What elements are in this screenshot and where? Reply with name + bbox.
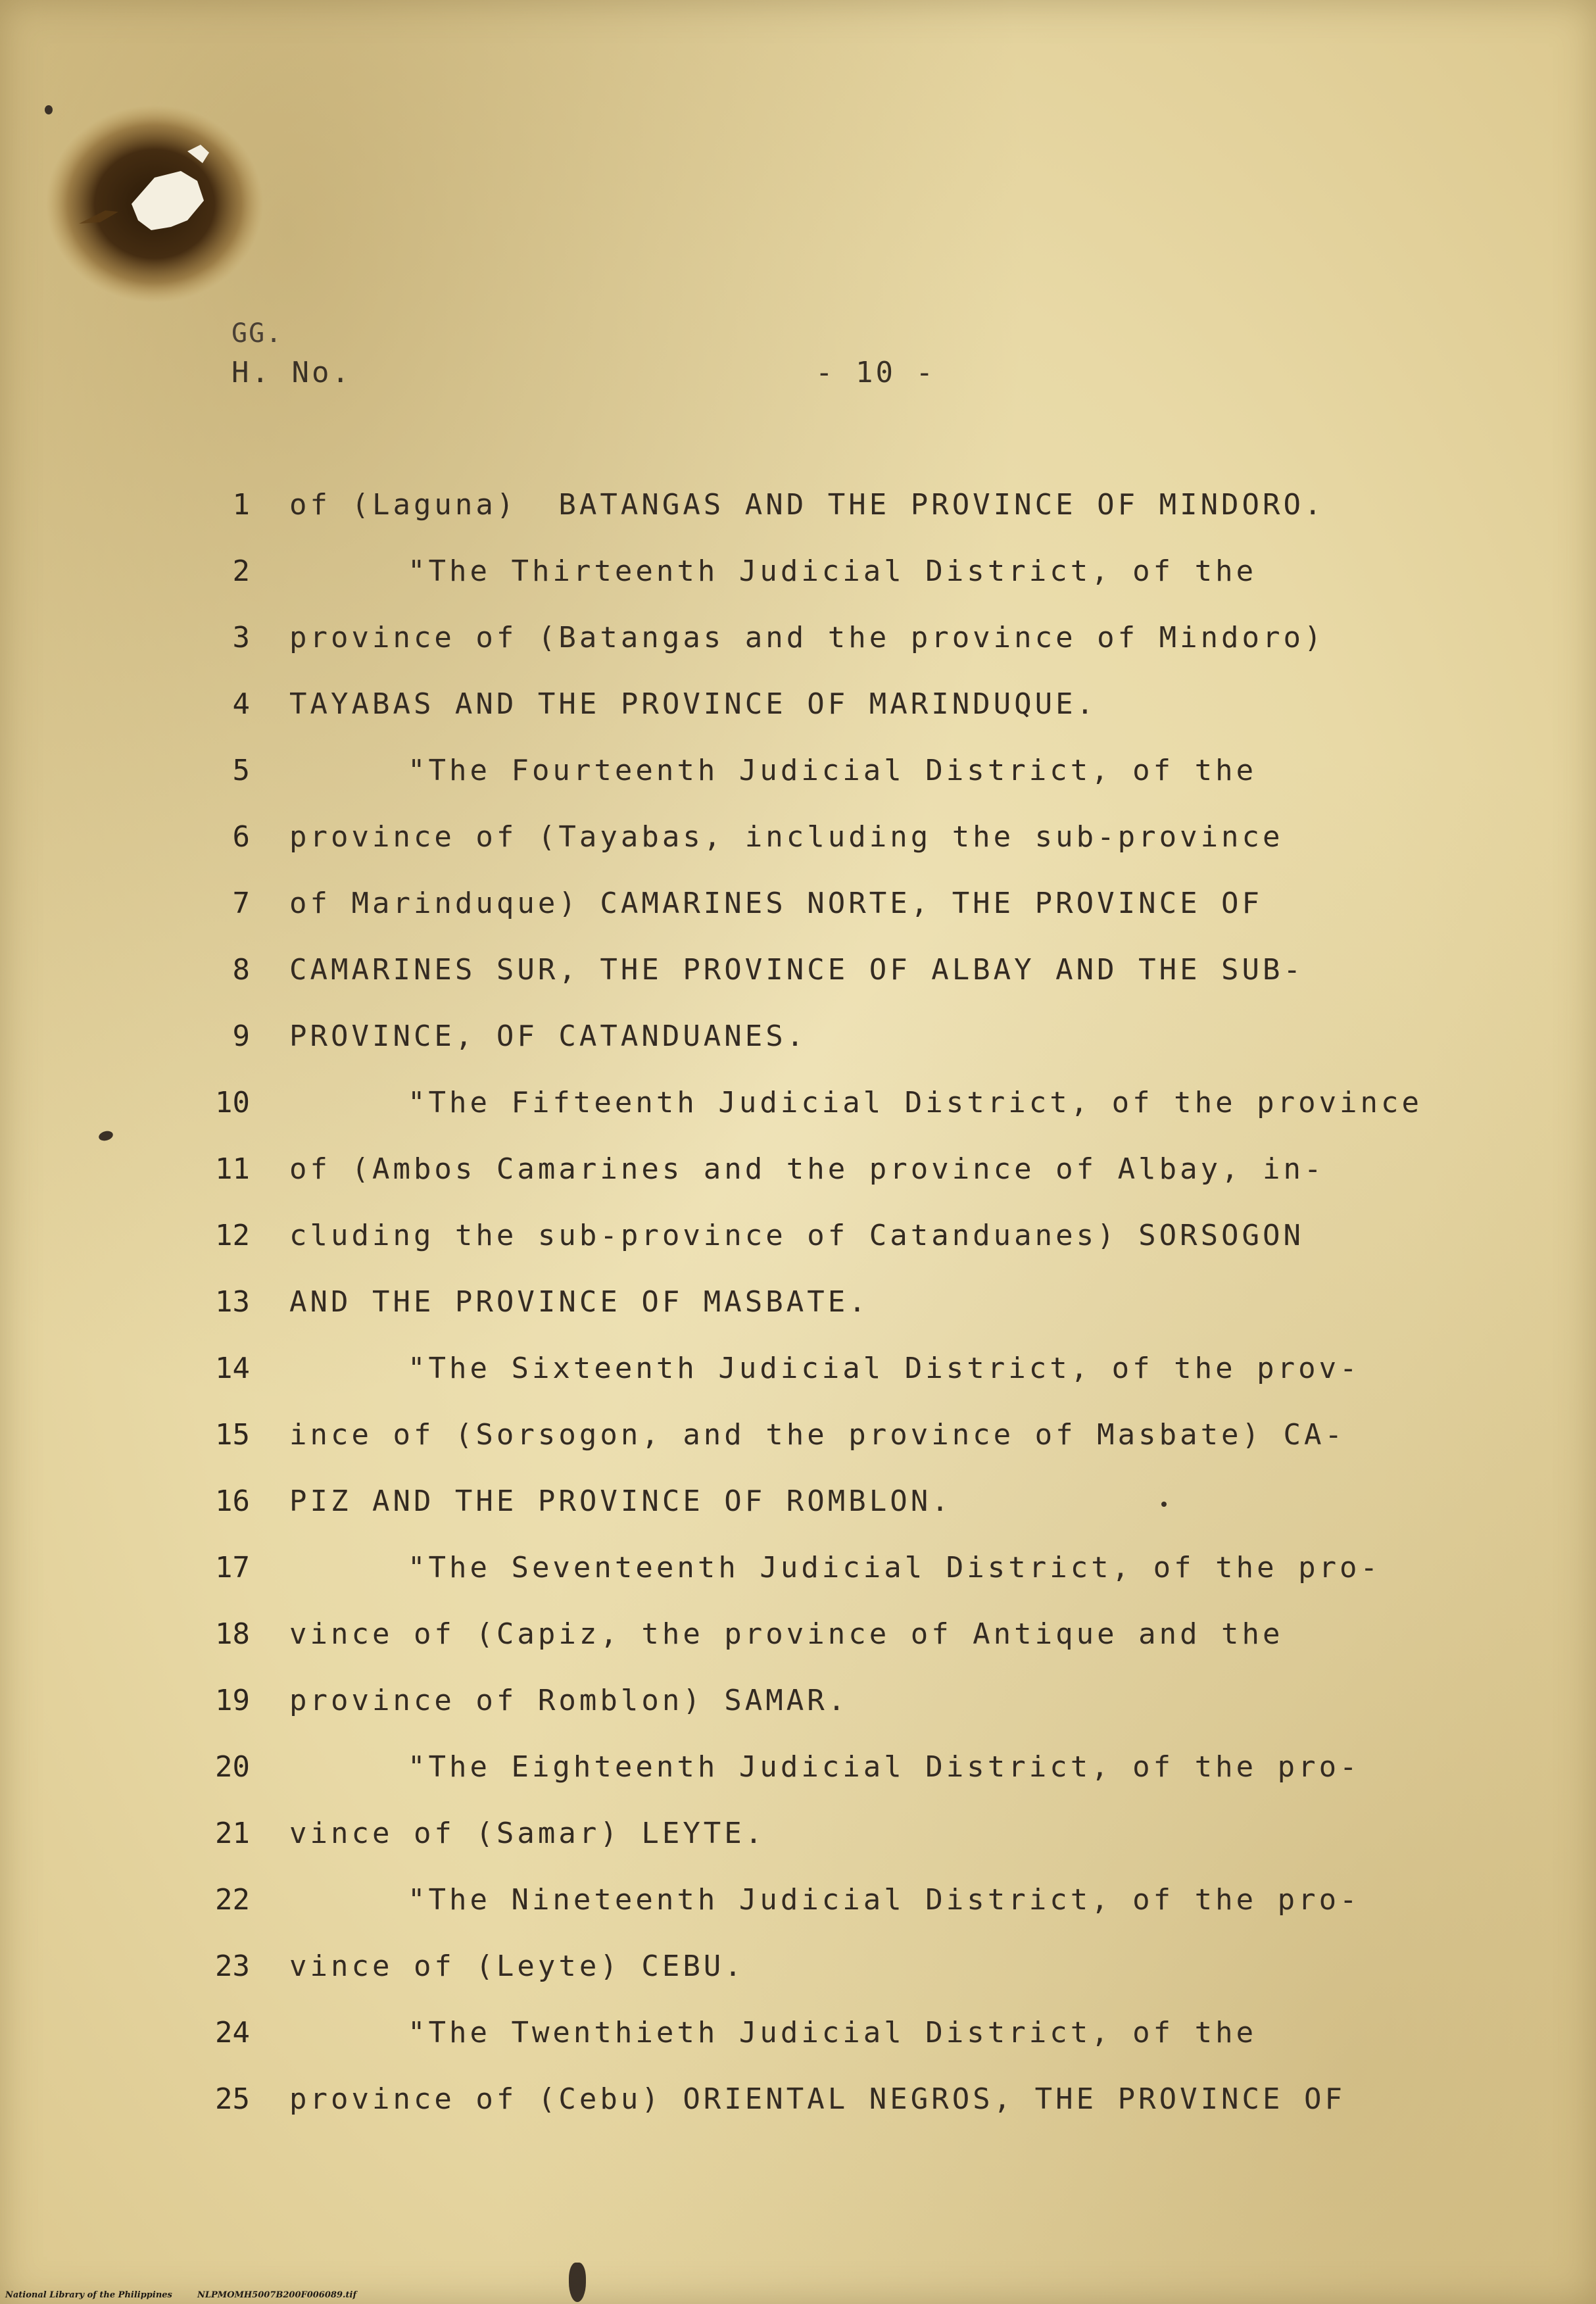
line-number: 19 xyxy=(215,1684,250,1717)
text-line xyxy=(0,1811,1596,1857)
line-text: province of (Cebu) ORIENTAL NEGROS, THE PROVINCE OF xyxy=(289,2082,1346,2116)
text-line xyxy=(0,1678,1596,1724)
line-number: 24 xyxy=(215,2016,250,2049)
library-credit: National Library of the Philippines xyxy=(5,2290,172,2300)
text-line xyxy=(0,1877,1596,1923)
line-text: PIZ AND THE PROVINCE OF ROMBLON. xyxy=(289,1484,952,1518)
text-line xyxy=(0,549,1596,595)
text-line xyxy=(0,947,1596,993)
text-line xyxy=(0,1146,1596,1192)
text-line xyxy=(0,1944,1596,1990)
line-number: 25 xyxy=(215,2082,250,2116)
line-text: of Marinduque) CAMARINES NORTE, THE PROVINCE OF xyxy=(289,887,1263,920)
line-text: AND THE PROVINCE OF MASBATE. xyxy=(289,1285,869,1319)
line-number: 4 xyxy=(232,687,250,721)
ink-speck xyxy=(98,1129,114,1142)
line-text: province of Romblon) SAMAR. xyxy=(289,1684,849,1717)
line-text: "The Seventeenth Judicial District, of the pro- xyxy=(408,1551,1382,1584)
page-number: - 10 - xyxy=(815,356,936,389)
file-identifier: NLPMOMH5007B200F006089.tif xyxy=(197,2290,357,2300)
text-line xyxy=(0,1744,1596,1790)
text-line xyxy=(0,1479,1596,1525)
line-number: 18 xyxy=(215,1617,250,1651)
line-number: 3 xyxy=(232,621,250,654)
text-line xyxy=(0,2076,1596,2122)
line-text: CAMARINES SUR, THE PROVINCE OF ALBAY AND THE SUB- xyxy=(289,953,1305,987)
line-number: 9 xyxy=(232,1019,250,1053)
line-text: TAYABAS AND THE PROVINCE OF MARINDUQUE. xyxy=(289,687,1098,721)
ink-speck xyxy=(1161,1502,1167,1507)
line-number: 14 xyxy=(215,1352,250,1385)
line-text: vince of (Samar) LEYTE. xyxy=(289,1817,766,1850)
line-text: ince of (Sorsogon, and the province of Masbate) CA- xyxy=(289,1418,1346,1452)
line-text: of (Laguna) BATANGAS AND THE PROVINCE OF MINDORO. xyxy=(289,488,1325,522)
line-text: vince of (Capiz, the province of Antique and the xyxy=(289,1617,1284,1651)
line-number: 22 xyxy=(215,1883,250,1917)
text-line xyxy=(0,2010,1596,2056)
line-number: 10 xyxy=(215,1086,250,1119)
text-line xyxy=(0,1545,1596,1591)
line-number: 1 xyxy=(232,488,250,522)
line-number: 20 xyxy=(215,1750,250,1784)
line-number: 23 xyxy=(215,1949,250,1983)
line-number: 21 xyxy=(215,1817,250,1850)
line-number: 2 xyxy=(232,554,250,588)
bill-number-label: H. No. xyxy=(231,356,352,389)
text-line xyxy=(0,615,1596,661)
text-line xyxy=(0,681,1596,727)
line-number: 16 xyxy=(215,1484,250,1518)
line-text: "The Eighteenth Judicial District, of the pro- xyxy=(408,1750,1361,1784)
line-number: 12 xyxy=(215,1219,250,1252)
burn-hole-mark xyxy=(39,105,263,316)
text-line xyxy=(0,1080,1596,1126)
text-line xyxy=(0,1213,1596,1259)
text-line xyxy=(0,1014,1596,1060)
text-line xyxy=(0,814,1596,860)
line-number: 7 xyxy=(232,887,250,920)
text-line xyxy=(0,1346,1596,1392)
line-number: 6 xyxy=(232,820,250,854)
text-line xyxy=(0,748,1596,794)
ink-speck xyxy=(45,105,53,114)
line-text: "The Fourteenth Judicial District, of the xyxy=(408,754,1257,787)
line-text: "The Nineteenth Judicial District, of the pro- xyxy=(408,1883,1361,1917)
line-text: "The Thirteenth Judicial District, of the xyxy=(408,554,1257,588)
line-number: 13 xyxy=(215,1285,250,1319)
text-line xyxy=(0,1412,1596,1458)
line-number: 15 xyxy=(215,1418,250,1452)
text-line xyxy=(0,482,1596,528)
line-text: province of (Tayabas, including the sub-province xyxy=(289,820,1284,854)
line-number: 5 xyxy=(232,754,250,787)
line-text: PROVINCE, OF CATANDUANES. xyxy=(289,1019,808,1053)
line-text: province of (Batangas and the province of Mindoro) xyxy=(289,621,1325,654)
text-line xyxy=(0,1611,1596,1657)
line-text: cluding the sub-province of Catanduanes) SORSOGON xyxy=(289,1219,1305,1252)
text-line xyxy=(0,881,1596,927)
line-text: "The Sixteenth Judicial District, of the prov- xyxy=(408,1352,1361,1385)
line-number: 8 xyxy=(232,953,250,987)
line-text: of (Ambos Camarines and the province of Albay, in- xyxy=(289,1152,1325,1186)
line-number: 17 xyxy=(215,1551,250,1584)
ink-speck xyxy=(569,2263,586,2302)
line-text: "The Twenthieth Judicial District, of the xyxy=(408,2016,1257,2049)
line-number: 11 xyxy=(215,1152,250,1186)
line-text: vince of (Leyte) CEBU. xyxy=(289,1949,745,1983)
text-line xyxy=(0,1279,1596,1325)
header-code: GG. xyxy=(231,318,283,349)
line-text: "The Fifteenth Judicial District, of the province xyxy=(408,1086,1423,1119)
